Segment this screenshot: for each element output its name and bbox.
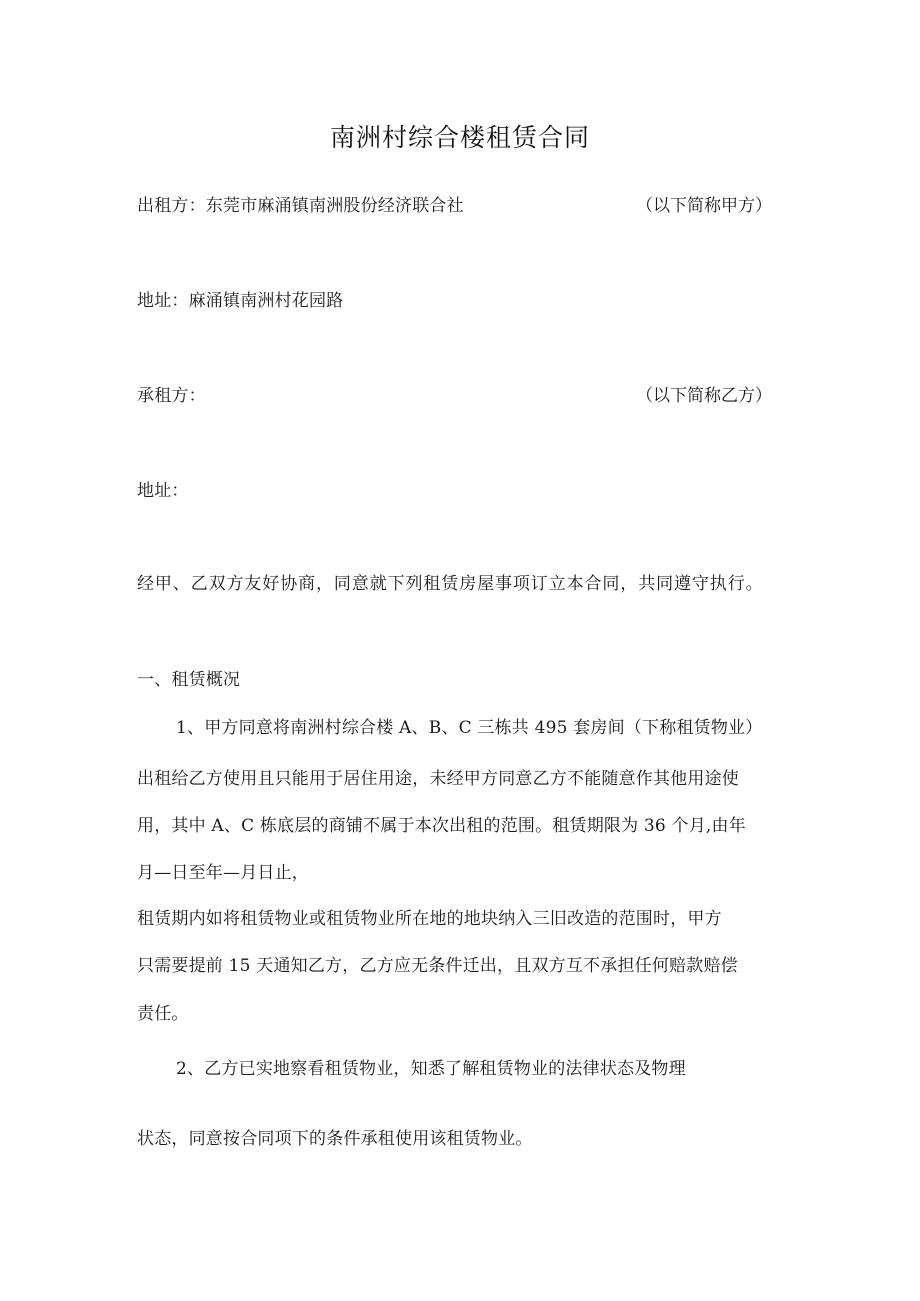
clause-1-line: 月—日至年—月日止，: [137, 863, 309, 883]
preamble-paragraph: 经甲、乙双方友好协商，同意就下列租赁房屋事项订立本合同，共同遵守执行。: [137, 574, 764, 594]
section-1-heading: 一、租赁概况: [137, 670, 241, 690]
lessor-address: 地址：麻涌镇南洲村花园路: [137, 291, 344, 311]
document-title: 南洲村综合楼租赁合同: [329, 123, 590, 152]
lessee-note: （以下简称乙方）: [636, 386, 772, 406]
clause-1-line: 出租给乙方使用且只能用于居住用途，未经甲方同意乙方不能随意作其他用途使: [137, 769, 739, 789]
clause-1-line: 只需要提前 15 天通知乙方，乙方应无条件迁出，且双方互不承担任何赔款赔偿: [137, 956, 738, 976]
clause-2-line: 2、乙方已实地察看租赁物业，知悉了解租赁物业的法律状态及物理: [176, 1059, 686, 1079]
clause-1-line: 1、甲方同意将南洲村综合楼 A、B、C 三栋共 495 套房间（下称租赁物业）: [176, 718, 763, 738]
clause-1-line: 用，其中 A、C 栋底层的商铺不属于本次出租的范围。租赁期限为 36 个月,由年: [137, 816, 746, 836]
lessee-address: 地址：: [137, 481, 189, 501]
clause-1-line: 租赁期内如将租赁物业或租赁物业所在地的地块纳入三旧改造的范围时，甲方: [137, 909, 722, 929]
lessor-note: （以下简称甲方）: [636, 196, 772, 216]
lessor-line: 出租方：东莞市麻涌镇南洲股份经济联合社: [137, 196, 464, 216]
clause-2-line: 状态，同意按合同项下的条件承租使用该租赁物业。: [137, 1129, 533, 1149]
clause-1-line: 责任。: [137, 1004, 189, 1024]
lessee-line: 承租方：: [137, 386, 206, 406]
